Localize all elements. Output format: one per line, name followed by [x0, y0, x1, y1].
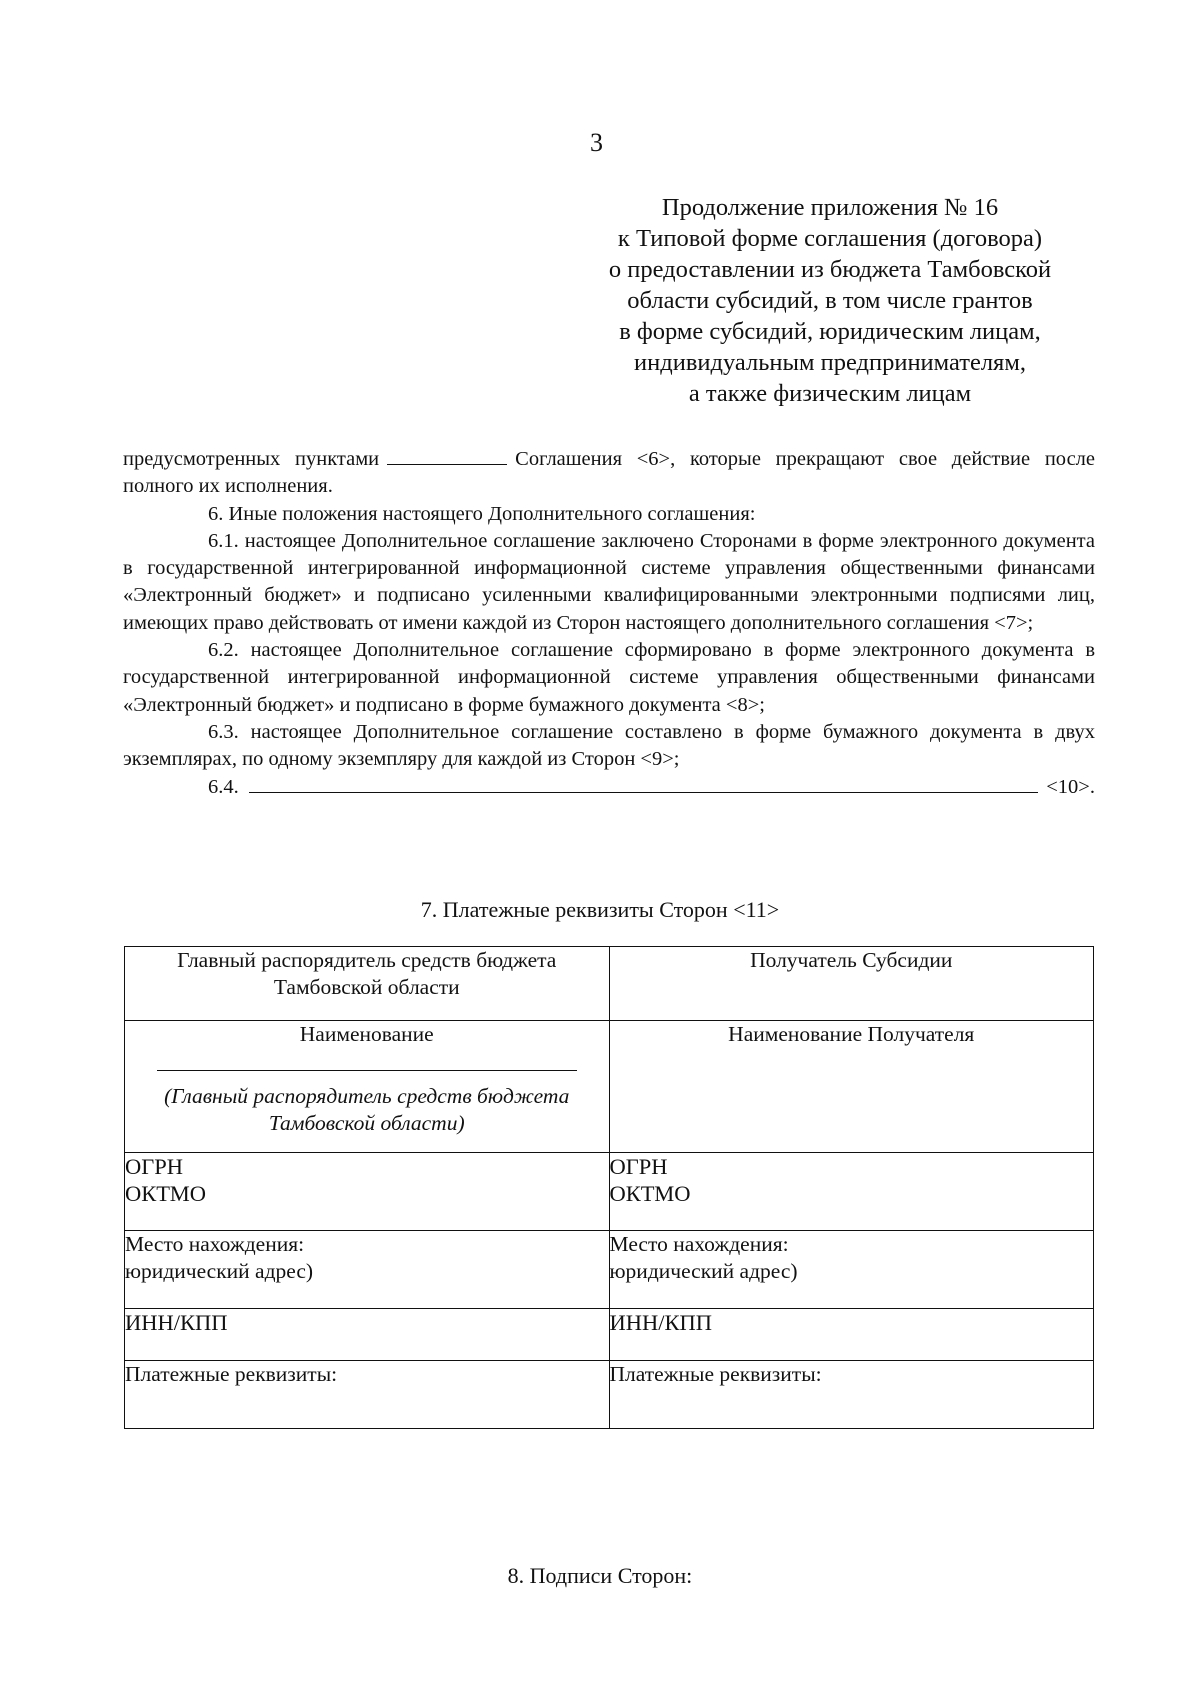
- budget-manager-inn-cell: [125, 1309, 610, 1361]
- recipient-inn-cell: [609, 1309, 1094, 1361]
- header-line: о предоставлении из бюджета Тамбовской: [608, 256, 1052, 283]
- section-7-title: 7. Платежные реквизиты Сторон <11>: [420, 897, 780, 922]
- table-row: [125, 1021, 1094, 1153]
- section-8-title: 8. Подписи Сторон:: [507, 1563, 693, 1588]
- recipient-ogrn-cell: [609, 1153, 1094, 1231]
- recipient-payment-cell: [609, 1361, 1094, 1429]
- blank-field-other-provisions: [249, 774, 1039, 793]
- paragraph-6-2: 6.2. настоящее Дополнительное соглашение сформировано в форме электронного документа в государственной интегрированной информационной системе управления общественными финансами «Электронный бюджет» и подписано в форме бумажного документа <8>;: [123, 639, 1095, 716]
- recipient-location-cell: [609, 1231, 1094, 1309]
- legal-address-label: юридический адрес): [125, 1259, 314, 1283]
- ogrn-label: ОГРН: [609, 1154, 668, 1179]
- payment-details-table: [124, 946, 1094, 1429]
- paragraph-terms: [123, 446, 1095, 501]
- legal-address-label: юридический адрес): [609, 1259, 798, 1283]
- table-row: [125, 947, 1094, 1021]
- paragraph-6-4: [123, 774, 1095, 801]
- header-line: Продолжение приложения № 16: [661, 194, 999, 221]
- column-header-budget-manager: Главный распорядитель средств бюджета Тамбовской области: [125, 947, 610, 1021]
- budget-manager-name-cell: [125, 1021, 610, 1153]
- table-row: [125, 1361, 1094, 1429]
- oktmo-label: ОКТМО: [125, 1181, 206, 1206]
- recipient-name-label: Наименование Получателя: [728, 1022, 975, 1046]
- header-line: а также физическим лицам: [688, 380, 972, 407]
- table-row: [125, 1309, 1094, 1361]
- header-line: к Типовой форме соглашения (договора): [617, 225, 1043, 252]
- budget-manager-name-note: (Главный распорядитель средств бюджета Тамбовской области): [164, 1084, 570, 1135]
- page-number: 3: [590, 128, 603, 157]
- table-row: [125, 1231, 1094, 1309]
- paragraph-6: 6. Иные положения настоящего Дополнительного соглашения:: [208, 502, 756, 525]
- paragraph-6-1: 6.1. настоящее Дополнительное соглашение заключено Сторонами в форме электронного документа в государственной интегрированной информационной системе управления общественными финансами «Электронный бюджет» и подписано усиленными квалифицированными электронными подписями лиц, имеющих право действовать от имени каждой из Сторон настоящего дополнительного соглашения <7>;: [123, 529, 1095, 634]
- budget-manager-ogrn-cell: [125, 1153, 610, 1231]
- oktmo-label: ОКТМО: [609, 1181, 691, 1206]
- payment-details-label: Платежные реквизиты:: [125, 1362, 338, 1386]
- paragraph-6-4-footnote: <10>.: [1046, 775, 1095, 798]
- blank-field-points: [387, 446, 507, 465]
- terms-text-start: предусмотренных пунктами: [123, 448, 380, 470]
- paragraph-6-4-label: 6.4.: [208, 775, 239, 798]
- payment-details-label: Платежные реквизиты:: [609, 1362, 822, 1386]
- ogrn-label: ОГРН: [125, 1154, 184, 1179]
- paragraph-6-3: 6.3. настоящее Дополнительное соглашение составлено в форме бумажного документа в двух экземплярах, по одному экземпляру для каждой из Сторон <9>;: [123, 720, 1095, 771]
- appendix-header: [560, 192, 1100, 409]
- recipient-name-cell: [609, 1021, 1094, 1153]
- location-label: Место нахождения:: [125, 1232, 305, 1256]
- column-header-recipient: Получатель Субсидии: [609, 947, 1094, 1021]
- budget-manager-payment-cell: [125, 1361, 610, 1429]
- agreement-body: [123, 446, 1095, 801]
- terms-text-end: Соглашения <6>, которые прекращают свое действие после полного их исполнения.: [123, 448, 1095, 498]
- inn-kpp-label: ИНН/КПП: [609, 1310, 713, 1335]
- signature-line: [157, 1070, 577, 1071]
- budget-manager-name-label: Наименование: [299, 1022, 434, 1046]
- budget-manager-location-cell: [125, 1231, 610, 1309]
- header-line: области субсидий, в том числе грантов: [627, 287, 1033, 314]
- inn-kpp-label: ИНН/КПП: [125, 1310, 228, 1335]
- table-row: [125, 1153, 1094, 1231]
- header-line: индивидуальным предпринимателям,: [634, 349, 1026, 376]
- location-label: Место нахождения:: [609, 1232, 789, 1256]
- header-line: в форме субсидий, юридическим лицам,: [619, 318, 1041, 345]
